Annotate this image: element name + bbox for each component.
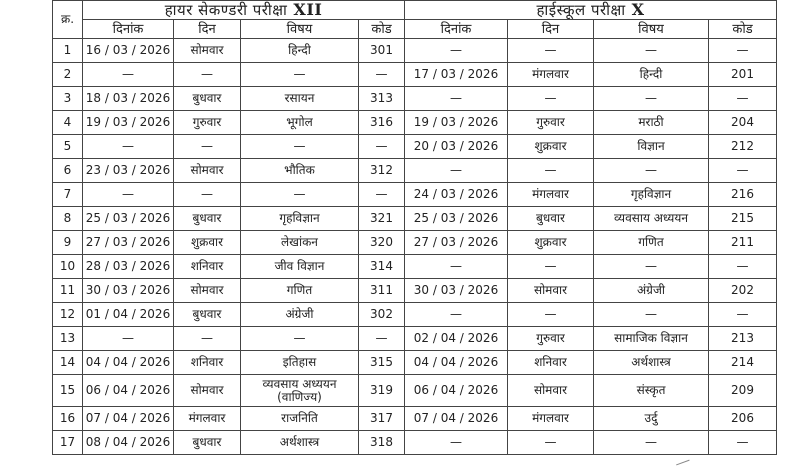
hss-day-cell: शुक्रवार bbox=[174, 231, 241, 255]
hs-date-cell: 20 / 03 / 2026 bbox=[405, 135, 508, 159]
scan-mark bbox=[676, 460, 690, 467]
hss-subject-cell: भौतिक bbox=[241, 159, 359, 183]
hs-day-cell: — bbox=[508, 159, 594, 183]
hss-code-cell: 321 bbox=[359, 207, 405, 231]
table-row bbox=[53, 39, 777, 63]
hss-day-cell: गुरुवार bbox=[174, 111, 241, 135]
hs-day-cell: गुरुवार bbox=[508, 111, 594, 135]
hss-day-cell: — bbox=[174, 63, 241, 87]
serial-number-cell: 11 bbox=[53, 279, 83, 303]
table-row bbox=[53, 207, 777, 231]
hs-day-header: दिन bbox=[508, 20, 594, 39]
hs-day-cell: शुक्रवार bbox=[508, 135, 594, 159]
hss-date-cell: 28 / 03 / 2026 bbox=[83, 255, 174, 279]
hss-date-cell: — bbox=[83, 183, 174, 207]
hs-code-cell: — bbox=[709, 431, 777, 455]
hs-date-cell: 02 / 04 / 2026 bbox=[405, 327, 508, 351]
hss-subject-cell: अंग्रेजी bbox=[241, 303, 359, 327]
hss-subject-header: विषय bbox=[241, 20, 359, 39]
high-school-label: हाईस्कूल परीक्षा bbox=[536, 1, 626, 19]
table-row bbox=[53, 159, 777, 183]
serial-number-cell: 6 bbox=[53, 159, 83, 183]
higher-secondary-title bbox=[83, 1, 405, 20]
hs-code-cell: — bbox=[709, 87, 777, 111]
hs-date-cell: — bbox=[405, 303, 508, 327]
hss-day-cell: — bbox=[174, 135, 241, 159]
hs-date-cell: 30 / 03 / 2026 bbox=[405, 279, 508, 303]
hs-subject-cell: विज्ञान bbox=[594, 135, 709, 159]
table-row bbox=[53, 375, 777, 407]
hs-subject-cell: सामाजिक विज्ञान bbox=[594, 327, 709, 351]
hss-code-cell: — bbox=[359, 327, 405, 351]
exam-timetable bbox=[52, 0, 777, 455]
hss-date-cell: 30 / 03 / 2026 bbox=[83, 279, 174, 303]
hss-day-cell: शनिवार bbox=[174, 351, 241, 375]
hs-subject-cell: अंग्रेजी bbox=[594, 279, 709, 303]
serial-number-cell: 16 bbox=[53, 407, 83, 431]
hss-date-cell: 19 / 03 / 2026 bbox=[83, 111, 174, 135]
hs-date-cell: — bbox=[405, 255, 508, 279]
hs-subject-cell: गणित bbox=[594, 231, 709, 255]
hss-subject-cell: रसायन bbox=[241, 87, 359, 111]
hss-day-cell: बुधवार bbox=[174, 87, 241, 111]
hss-date-cell: 01 / 04 / 2026 bbox=[83, 303, 174, 327]
hss-day-cell: सोमवार bbox=[174, 159, 241, 183]
table-row bbox=[53, 255, 777, 279]
hs-day-cell: सोमवार bbox=[508, 375, 594, 407]
hs-date-cell: 19 / 03 / 2026 bbox=[405, 111, 508, 135]
table-row bbox=[53, 351, 777, 375]
hs-subject-cell: गृहविज्ञान bbox=[594, 183, 709, 207]
hss-subject-cell: — bbox=[241, 135, 359, 159]
hss-subject-cell: — bbox=[241, 63, 359, 87]
table-row bbox=[53, 327, 777, 351]
hss-day-cell: शनिवार bbox=[174, 255, 241, 279]
hs-day-cell: मंगलवार bbox=[508, 407, 594, 431]
hss-day-cell: सोमवार bbox=[174, 279, 241, 303]
hss-subject-cell: जीव विज्ञान bbox=[241, 255, 359, 279]
hss-day-cell: बुधवार bbox=[174, 303, 241, 327]
serial-number-cell: 8 bbox=[53, 207, 83, 231]
table-row bbox=[53, 407, 777, 431]
serial-number-cell: 10 bbox=[53, 255, 83, 279]
hss-date-cell: 25 / 03 / 2026 bbox=[83, 207, 174, 231]
hss-date-cell: — bbox=[83, 327, 174, 351]
hs-subject-header: विषय bbox=[594, 20, 709, 39]
hs-subject-cell: — bbox=[594, 255, 709, 279]
hs-day-cell: — bbox=[508, 431, 594, 455]
hs-subject-cell: अर्थशास्त्र bbox=[594, 351, 709, 375]
hss-subject-cell: लेखांकन bbox=[241, 231, 359, 255]
hss-subject-cell: गणित bbox=[241, 279, 359, 303]
high-school-class: X bbox=[631, 0, 645, 19]
table-row bbox=[53, 231, 777, 255]
serial-number-cell: 1 bbox=[53, 39, 83, 63]
hs-date-cell: 06 / 04 / 2026 bbox=[405, 375, 508, 407]
hs-day-cell: शुक्रवार bbox=[508, 231, 594, 255]
hss-date-cell: 07 / 04 / 2026 bbox=[83, 407, 174, 431]
hss-date-cell: 06 / 04 / 2026 bbox=[83, 375, 174, 407]
hss-code-cell: 314 bbox=[359, 255, 405, 279]
hs-subject-cell: — bbox=[594, 303, 709, 327]
hss-subject-cell: — bbox=[241, 183, 359, 207]
hs-date-cell: — bbox=[405, 431, 508, 455]
hs-date-cell: 25 / 03 / 2026 bbox=[405, 207, 508, 231]
hs-code-cell: 204 bbox=[709, 111, 777, 135]
hs-date-cell: — bbox=[405, 159, 508, 183]
hss-subject-cell: हिन्दी bbox=[241, 39, 359, 63]
high-school-title bbox=[405, 1, 777, 20]
hs-day-cell: — bbox=[508, 255, 594, 279]
hs-date-cell: 04 / 04 / 2026 bbox=[405, 351, 508, 375]
hs-subject-cell: — bbox=[594, 431, 709, 455]
hss-day-cell: सोमवार bbox=[174, 375, 241, 407]
serial-number-cell: 14 bbox=[53, 351, 83, 375]
hs-subject-cell: — bbox=[594, 39, 709, 63]
hs-date-cell: 24 / 03 / 2026 bbox=[405, 183, 508, 207]
hss-date-cell: 23 / 03 / 2026 bbox=[83, 159, 174, 183]
hs-date-cell: 07 / 04 / 2026 bbox=[405, 407, 508, 431]
hs-date-cell: 17 / 03 / 2026 bbox=[405, 63, 508, 87]
hss-subject-cell: भूगोल bbox=[241, 111, 359, 135]
hs-date-cell: 27 / 03 / 2026 bbox=[405, 231, 508, 255]
hss-date-cell: — bbox=[83, 135, 174, 159]
serial-number-cell: 4 bbox=[53, 111, 83, 135]
hs-code-cell: 214 bbox=[709, 351, 777, 375]
hs-subject-cell: हिन्दी bbox=[594, 63, 709, 87]
hs-code-cell: 213 bbox=[709, 327, 777, 351]
hs-code-cell: 209 bbox=[709, 375, 777, 407]
column-header-row bbox=[53, 20, 777, 39]
hss-code-cell: 302 bbox=[359, 303, 405, 327]
hs-code-header: कोड bbox=[709, 20, 777, 39]
serial-number-cell: 7 bbox=[53, 183, 83, 207]
hss-code-cell: 315 bbox=[359, 351, 405, 375]
hs-subject-cell: — bbox=[594, 159, 709, 183]
hss-code-cell: 320 bbox=[359, 231, 405, 255]
hss-date-cell: 04 / 04 / 2026 bbox=[83, 351, 174, 375]
hs-code-cell: 212 bbox=[709, 135, 777, 159]
hs-day-cell: गुरुवार bbox=[508, 327, 594, 351]
table-row bbox=[53, 303, 777, 327]
serial-header: क्र. bbox=[53, 1, 83, 39]
hss-day-cell: बुधवार bbox=[174, 431, 241, 455]
hss-day-cell: बुधवार bbox=[174, 207, 241, 231]
hs-code-cell: — bbox=[709, 39, 777, 63]
table-row bbox=[53, 135, 777, 159]
hss-subject-cell: गृहविज्ञान bbox=[241, 207, 359, 231]
hs-day-cell: — bbox=[508, 303, 594, 327]
hs-day-cell: — bbox=[508, 39, 594, 63]
serial-number-cell: 5 bbox=[53, 135, 83, 159]
hss-date-header: दिनांक bbox=[83, 20, 174, 39]
table-row bbox=[53, 183, 777, 207]
hss-date-cell: 27 / 03 / 2026 bbox=[83, 231, 174, 255]
serial-number-cell: 3 bbox=[53, 87, 83, 111]
hss-date-cell: 18 / 03 / 2026 bbox=[83, 87, 174, 111]
hs-subject-cell: — bbox=[594, 87, 709, 111]
hss-code-cell: — bbox=[359, 135, 405, 159]
serial-number-cell: 2 bbox=[53, 63, 83, 87]
hss-day-cell: सोमवार bbox=[174, 39, 241, 63]
hss-code-cell: 301 bbox=[359, 39, 405, 63]
section-header-row bbox=[53, 1, 777, 20]
hss-code-cell: 316 bbox=[359, 111, 405, 135]
hss-day-cell: मंगलवार bbox=[174, 407, 241, 431]
hs-day-cell: — bbox=[508, 87, 594, 111]
hs-subject-cell: व्यवसाय अध्ययन bbox=[594, 207, 709, 231]
hss-day-cell: — bbox=[174, 183, 241, 207]
hs-code-cell: — bbox=[709, 255, 777, 279]
hss-subject-cell: राजनिति bbox=[241, 407, 359, 431]
hss-code-cell: 311 bbox=[359, 279, 405, 303]
hss-date-cell: 16 / 03 / 2026 bbox=[83, 39, 174, 63]
serial-number-cell: 9 bbox=[53, 231, 83, 255]
hs-code-cell: — bbox=[709, 303, 777, 327]
hss-subject-cell: इतिहास bbox=[241, 351, 359, 375]
hs-day-cell: शनिवार bbox=[508, 351, 594, 375]
hss-code-cell: 313 bbox=[359, 87, 405, 111]
table-row bbox=[53, 279, 777, 303]
hss-date-cell: 08 / 04 / 2026 bbox=[83, 431, 174, 455]
hss-subject-cell: अर्थशास्त्र bbox=[241, 431, 359, 455]
table-row bbox=[53, 63, 777, 87]
hs-code-cell: 211 bbox=[709, 231, 777, 255]
higher-secondary-class: XII bbox=[293, 0, 323, 19]
hs-subject-cell: संस्कृत bbox=[594, 375, 709, 407]
hs-code-cell: — bbox=[709, 159, 777, 183]
hss-code-cell: — bbox=[359, 183, 405, 207]
serial-number-cell: 17 bbox=[53, 431, 83, 455]
hss-day-header: दिन bbox=[174, 20, 241, 39]
hss-code-cell: 312 bbox=[359, 159, 405, 183]
hs-day-cell: मंगलवार bbox=[508, 183, 594, 207]
serial-number-cell: 15 bbox=[53, 375, 83, 407]
hs-date-header: दिनांक bbox=[405, 20, 508, 39]
hs-date-cell: — bbox=[405, 39, 508, 63]
hss-code-cell: — bbox=[359, 63, 405, 87]
hs-subject-cell: मराठी bbox=[594, 111, 709, 135]
hss-date-cell: — bbox=[83, 63, 174, 87]
hs-day-cell: बुधवार bbox=[508, 207, 594, 231]
hss-subject-cell: व्यवसाय अध्ययन (वाणिज्य) bbox=[241, 375, 359, 407]
hss-day-cell: — bbox=[174, 327, 241, 351]
hs-subject-cell: उर्दु bbox=[594, 407, 709, 431]
hs-code-cell: 202 bbox=[709, 279, 777, 303]
hs-code-cell: 216 bbox=[709, 183, 777, 207]
hss-code-header: कोड bbox=[359, 20, 405, 39]
hs-code-cell: 215 bbox=[709, 207, 777, 231]
table-row bbox=[53, 431, 777, 455]
hs-day-cell: सोमवार bbox=[508, 279, 594, 303]
hss-subject-cell: — bbox=[241, 327, 359, 351]
serial-number-cell: 13 bbox=[53, 327, 83, 351]
hss-code-cell: 319 bbox=[359, 375, 405, 407]
hs-date-cell: — bbox=[405, 87, 508, 111]
hs-code-cell: 201 bbox=[709, 63, 777, 87]
hs-day-cell: मंगलवार bbox=[508, 63, 594, 87]
hss-code-cell: 317 bbox=[359, 407, 405, 431]
serial-number-cell: 12 bbox=[53, 303, 83, 327]
table-row bbox=[53, 87, 777, 111]
hs-code-cell: 206 bbox=[709, 407, 777, 431]
hss-code-cell: 318 bbox=[359, 431, 405, 455]
table-row bbox=[53, 111, 777, 135]
higher-secondary-label: हायर सेकण्डरी परीक्षा bbox=[164, 1, 288, 19]
